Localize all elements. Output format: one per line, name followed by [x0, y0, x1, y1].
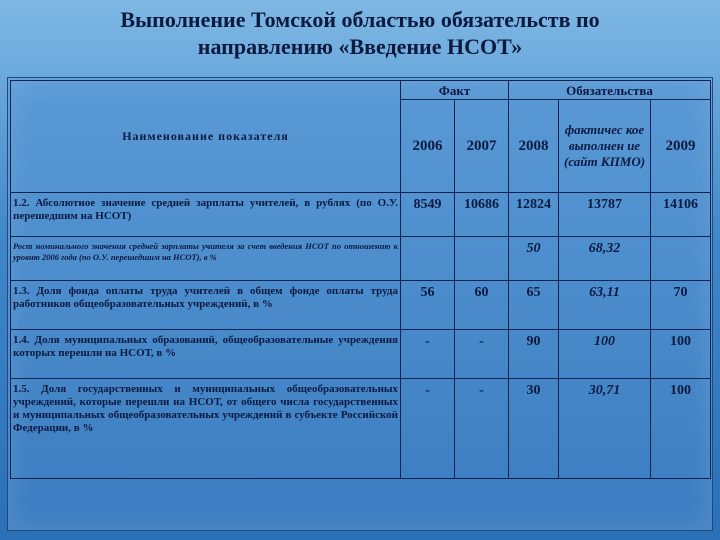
header-year-2007: 2007	[455, 100, 509, 193]
row-indicator-name: 1.5. Доля государственных и муниципальных общеобразовательных учреждений, которые перешли на НСОТ, от общего числа государственных и муниципальных общеобразовательных учреждений в субъекте Российской Федерации, в %	[11, 379, 401, 479]
cell-2009: 70	[651, 281, 711, 330]
header-year-2009: 2009	[651, 100, 711, 193]
cell-actual: 13787	[559, 193, 651, 237]
cell-2006: -	[401, 379, 455, 479]
cell-2006	[401, 237, 455, 281]
cell-actual: 30,71	[559, 379, 651, 479]
cell-actual: 100	[559, 330, 651, 379]
cell-2008: 65	[509, 281, 559, 330]
header-year-2006: 2006	[401, 100, 455, 193]
cell-2009: 100	[651, 379, 711, 479]
cell-2007: 10686	[455, 193, 509, 237]
cell-2008: 30	[509, 379, 559, 479]
table-row	[11, 281, 711, 330]
cell-2007	[455, 237, 509, 281]
header-obligations: Обязательства	[509, 81, 711, 100]
cell-2009	[651, 237, 711, 281]
table-row	[11, 330, 711, 379]
row-indicator-name: 1.3. Доля фонда оплаты труда учителей в общем фонде оплаты труда работников общеобразовательных учреждений, в %	[11, 281, 401, 330]
cell-2007: -	[455, 330, 509, 379]
row-indicator-name: 1.4. Доля муниципальных образований, общеобразовательные учреждения которых перешли на НСОТ, в %	[11, 330, 401, 379]
cell-2007: 60	[455, 281, 509, 330]
cell-2006: -	[401, 330, 455, 379]
header-row-top	[11, 81, 711, 100]
header-indicator-name: Наименование показателя	[11, 81, 401, 193]
table-row	[11, 237, 711, 281]
cell-2008: 90	[509, 330, 559, 379]
cell-2006: 56	[401, 281, 455, 330]
title-line-2: направлению «Введение НСОТ»	[197, 34, 523, 59]
row-indicator-name: 1.2. Абсолютное значение средней зарплаты учителей, в рублях (по О.У. перешедшим на НСОТ)	[11, 193, 401, 237]
cell-actual: 63,11	[559, 281, 651, 330]
cell-2008: 12824	[509, 193, 559, 237]
obligations-table	[10, 80, 711, 479]
cell-actual: 68,32	[559, 237, 651, 281]
header-fact: Факт	[401, 81, 509, 100]
page-title	[0, 6, 720, 60]
cell-2009: 14106	[651, 193, 711, 237]
cell-2006: 8549	[401, 193, 455, 237]
table-row	[11, 379, 711, 479]
header-actual-execution: фактичес кое выполнен ие (сайт КПМО)	[559, 100, 651, 193]
cell-2007: -	[455, 379, 509, 479]
table-row	[11, 193, 711, 237]
cell-2008: 50	[509, 237, 559, 281]
header-year-2008: 2008	[509, 100, 559, 193]
row-indicator-name: Рост номинального значения средней зарплаты учителя за счет введения НСОТ по отношению к уровню 2006 года (по О.У. перешедшим на НСОТ), в %	[11, 237, 401, 281]
cell-2009: 100	[651, 330, 711, 379]
title-line-1: Выполнение Томской областью обязательств по	[120, 7, 600, 32]
